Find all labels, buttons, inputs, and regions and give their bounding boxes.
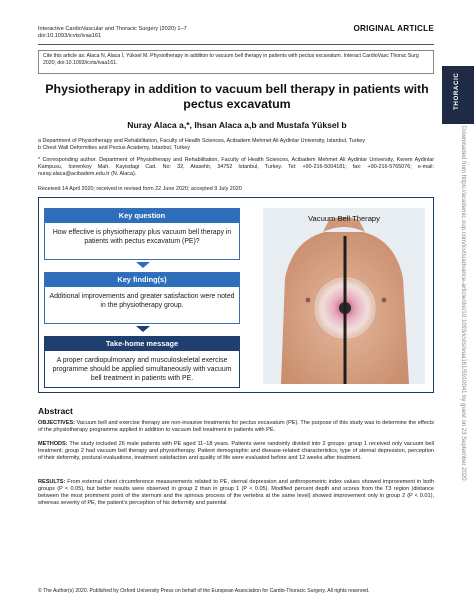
key-question-box: [44, 208, 240, 260]
objectives-text: Vacuum bell and exercise therapy are non-invasive treatments for pectus excavatum (PE). The purpose of this study was to determine the effects of the physiotherapy programme applied in addition to vacuum bell treatment in patients with PE.: [38, 420, 434, 434]
down-arrow-icon: [136, 262, 150, 268]
section-tab: [442, 66, 474, 124]
corresponding-author: * Corresponding author. Department of Physiotherapy and Rehabilitation, Faculty of Health Sciences, Acibadem Mehmet Ali Aydinlar University, Kerem Aydinlar Kampusu, Icerenkoy Mah. Kayisdagi Cad. No: 32, Atasehir, 34752 Istanbul, Turkey. Tel: +90-216-5004181; fax: +90-216-5765076; e-mail: nuray.alaca@acibadem.edu.tr (N. Alaca).: [38, 157, 434, 177]
key-findings-header: Key finding(s): [45, 273, 239, 287]
header-rule: [38, 44, 434, 45]
affiliation-a: a Department of Physiotherapy and Rehabilitation, Faculty of Health Sciences, Acibadem Mehmet Ali Aydinlar University, Istanbul, Turkey: [38, 138, 365, 144]
down-arrow-icon: [136, 326, 150, 332]
download-watermark: [458, 126, 468, 546]
affiliation-b: b Chest Wall Deformities and Pectus Academy, Istanbul, Turkey: [38, 145, 190, 151]
citation-box: [38, 50, 434, 74]
doi-line[interactable]: doi:10.1093/icvts/ivaa161: [38, 33, 102, 40]
section-tab-label: THORACIC: [453, 72, 460, 110]
download-watermark-text: Downloaded from https://academic.oup.com/icvts/advance-article/doi/10.1093/icvts/ivaa161/5910041 by guest on 23 September 2020: [460, 126, 466, 481]
abstract-methods: [38, 441, 434, 462]
methods-text: The study included 26 male patients with PE aged 11–18 years. Patients were randomly divided into 2 groups: group 1 received only vacuum bell treatment; group 2 had vacuum bell therapy and physiotherapy. Patient demographic and disease-related characteristics, type of sternal depression, perception of their deformity, postural evaluations, treatment satisfaction and quality of life were evaluated before and 12 weeks after treatment.: [38, 441, 434, 462]
results-label: RESULTS:: [38, 479, 66, 485]
take-home-box: [44, 336, 240, 388]
journal-line: Interactive CardioVascular and Thoracic Surgery (2020) 1–7: [38, 26, 187, 32]
author-list: Nuray Alaca a,*, Ihsan Alaca a,b and Mustafa Yüksel b: [127, 120, 347, 130]
vacuum-bell-photo: [263, 208, 425, 384]
abstract-heading: Abstract: [38, 406, 73, 416]
key-findings-box: [44, 272, 240, 324]
abstract-objectives: [38, 420, 434, 434]
methods-label: METHODS:: [38, 441, 68, 447]
take-home-body: A proper cardiopulmonary and musculoskeletal exercise programme should be applied simultaneously with vacuum bell treatment in patients with PE.: [52, 357, 232, 382]
take-home-header: Take-home message: [45, 337, 239, 351]
journal-header: [38, 26, 187, 40]
photo-title: Vacuum Bell Therapy: [308, 214, 380, 223]
chest-illustration: [263, 208, 425, 384]
key-findings-body: Additional improvements and greater satisfaction were noted in the physiotherapy group.: [49, 293, 235, 309]
results-text: From external chest circumference measurements related to PE, sternal depression and anthropometric index values showed improvement in both groups (P < 0.05), but better results were observed in group 2 than in group 1 (P < 0.05). Modified percent depth and scores from the T3 region (distance between the most prominent point of the sternum and the spinous process of the vertebra at the same level) showed improvement only in group 2 (P < 0.01), whereas severity of PE, the patient's perception of his deformity and parental: [38, 479, 434, 507]
article-type-label: ORIGINAL ARTICLE: [353, 24, 434, 33]
key-question-body: How effective is physiotherapy plus vacuum bell therapy in patients with pectus excavatum (PE)?: [52, 229, 232, 245]
objectives-label: OBJECTIVES:: [38, 420, 75, 426]
key-question-header: Key question: [45, 209, 239, 223]
received-dates: Received 14 April 2020; received in revised form 22 June 2020; accepted 9 July 2020: [38, 186, 242, 192]
copyright-footer: © The Author(s) 2020. Published by Oxford University Press on behalf of the European Association for Cardio-Thoracic Surgery. All rights reserved.: [38, 588, 370, 594]
citation-text: Cite this article as: Alaca N, Alaca İ, Yüksel M. Physiotherapy in addition to vacuum bell therapy in patients with pectus excavatum. Interact CardioVasc Thorac Surg 2020; doi:10.1093/icvts/ivaa161.: [43, 53, 419, 66]
article-title: Physiotherapy in addition to vacuum bell therapy in patients with pectus excavatum: [45, 82, 429, 111]
abstract-results: [38, 479, 434, 507]
